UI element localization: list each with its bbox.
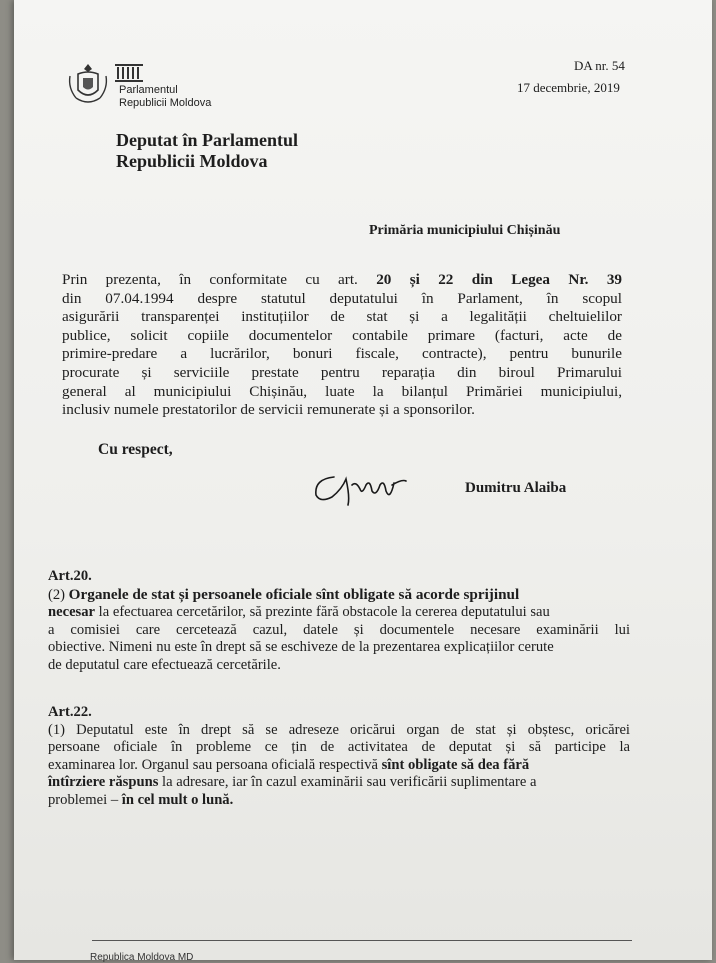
article-20-title: Art.20. bbox=[48, 568, 92, 584]
article-20 bbox=[48, 568, 630, 675]
article-line: (1) Deputatul este în drept să se adreseze oricărui organ de stat și obștesc, oricărei bbox=[48, 721, 630, 738]
article-22-title: Art.22. bbox=[48, 704, 92, 720]
footer-text: Republica Moldova MD bbox=[90, 952, 194, 963]
coat-of-arms-icon bbox=[66, 60, 110, 113]
article-text: (2) bbox=[48, 586, 69, 603]
letter-body bbox=[62, 271, 622, 420]
article-line bbox=[48, 604, 630, 622]
article-emphasis: sînt obligate să dea fără bbox=[381, 756, 530, 773]
article-text: examinarea lor. Organul sau persoana oficială respectivă bbox=[48, 756, 382, 773]
article-emphasis: necesar bbox=[48, 604, 96, 621]
parliament-logo-text bbox=[119, 84, 211, 110]
law-reference: 20 și 22 din Legea Nr. 39 bbox=[376, 271, 623, 288]
body-line: publice, solicit copiile documentelor contabile primare (facturi, acte de bbox=[62, 326, 622, 344]
article-line: de deputatul care efectuează cercetările. bbox=[48, 656, 281, 673]
body-text: Prin prezenta, în conformitate cu art. bbox=[62, 271, 358, 288]
letter-page bbox=[14, 0, 712, 963]
article-line: persoane oficiale în probleme ce țin de activitatea de deputat și să participe la bbox=[48, 739, 630, 756]
sender-heading bbox=[116, 130, 298, 172]
body-line: procurate și serviciile prestate pentru reparația din biroul Primarului bbox=[62, 363, 622, 381]
logo-line-1: Parlamentul bbox=[119, 84, 178, 96]
body-line: general al municipiului Chișinău, luate la bilanțul Primăriei municipiului, bbox=[62, 382, 622, 400]
signatory-name: Dumitru Alaiba bbox=[465, 480, 567, 496]
article-emphasis: Organele de stat și persoanele oficiale sînt obligate să acorde sprijinul bbox=[68, 585, 520, 603]
article-emphasis: întîrziere răspuns bbox=[48, 774, 159, 791]
footer-divider bbox=[92, 940, 632, 941]
article-line bbox=[48, 586, 630, 605]
body-line: inclusiv numele prestatorilor de servicii remunerate și a sponsorilor. bbox=[62, 401, 475, 419]
handwritten-signature bbox=[306, 467, 436, 516]
closing: Cu respect, bbox=[98, 441, 173, 458]
article-line: obiective. Nimeni nu este în drept să se eschiveze de la prezentarea explicațiilor cerute bbox=[48, 639, 554, 656]
article-line: a comisiei care cercetează cazul, datele și documentele necesare examinării lui bbox=[48, 621, 630, 638]
article-line bbox=[48, 774, 630, 792]
article-emphasis: în cel mult o lună. bbox=[121, 791, 234, 808]
document-date: 17 decembrie, 2019 bbox=[517, 80, 620, 95]
article-line bbox=[48, 792, 630, 810]
body-line: primire-predare a lucrărilor, bonuri fiscale, contracte), pentru bunurile bbox=[62, 345, 622, 363]
article-text: la adresare, iar în cazul examinării sau verificării suplimentare a bbox=[158, 774, 537, 791]
recipient: Primăria municipiului Chișinău bbox=[369, 223, 561, 238]
logo-line-2: Republicii Moldova bbox=[119, 97, 212, 109]
article-text: la efectuarea cercetărilor, să prezinte fără obstacole la cererea deputatului sau bbox=[95, 604, 550, 621]
document-number: DA nr. 54 bbox=[574, 58, 625, 73]
article-text: problemei – bbox=[48, 791, 122, 808]
sender-line-1: Deputat în Parlamentul bbox=[116, 130, 298, 150]
body-line bbox=[62, 271, 622, 290]
article-22 bbox=[48, 704, 630, 810]
article-line bbox=[48, 757, 630, 775]
sender-line-2: Republicii Moldova bbox=[116, 151, 268, 171]
body-line: asigurării transparenței instituțiilor de stat și a legalității cheltuielilor bbox=[62, 308, 622, 326]
body-line: din 07.04.1994 despre statutul deputatului în Parlament, în scopul bbox=[62, 289, 622, 307]
